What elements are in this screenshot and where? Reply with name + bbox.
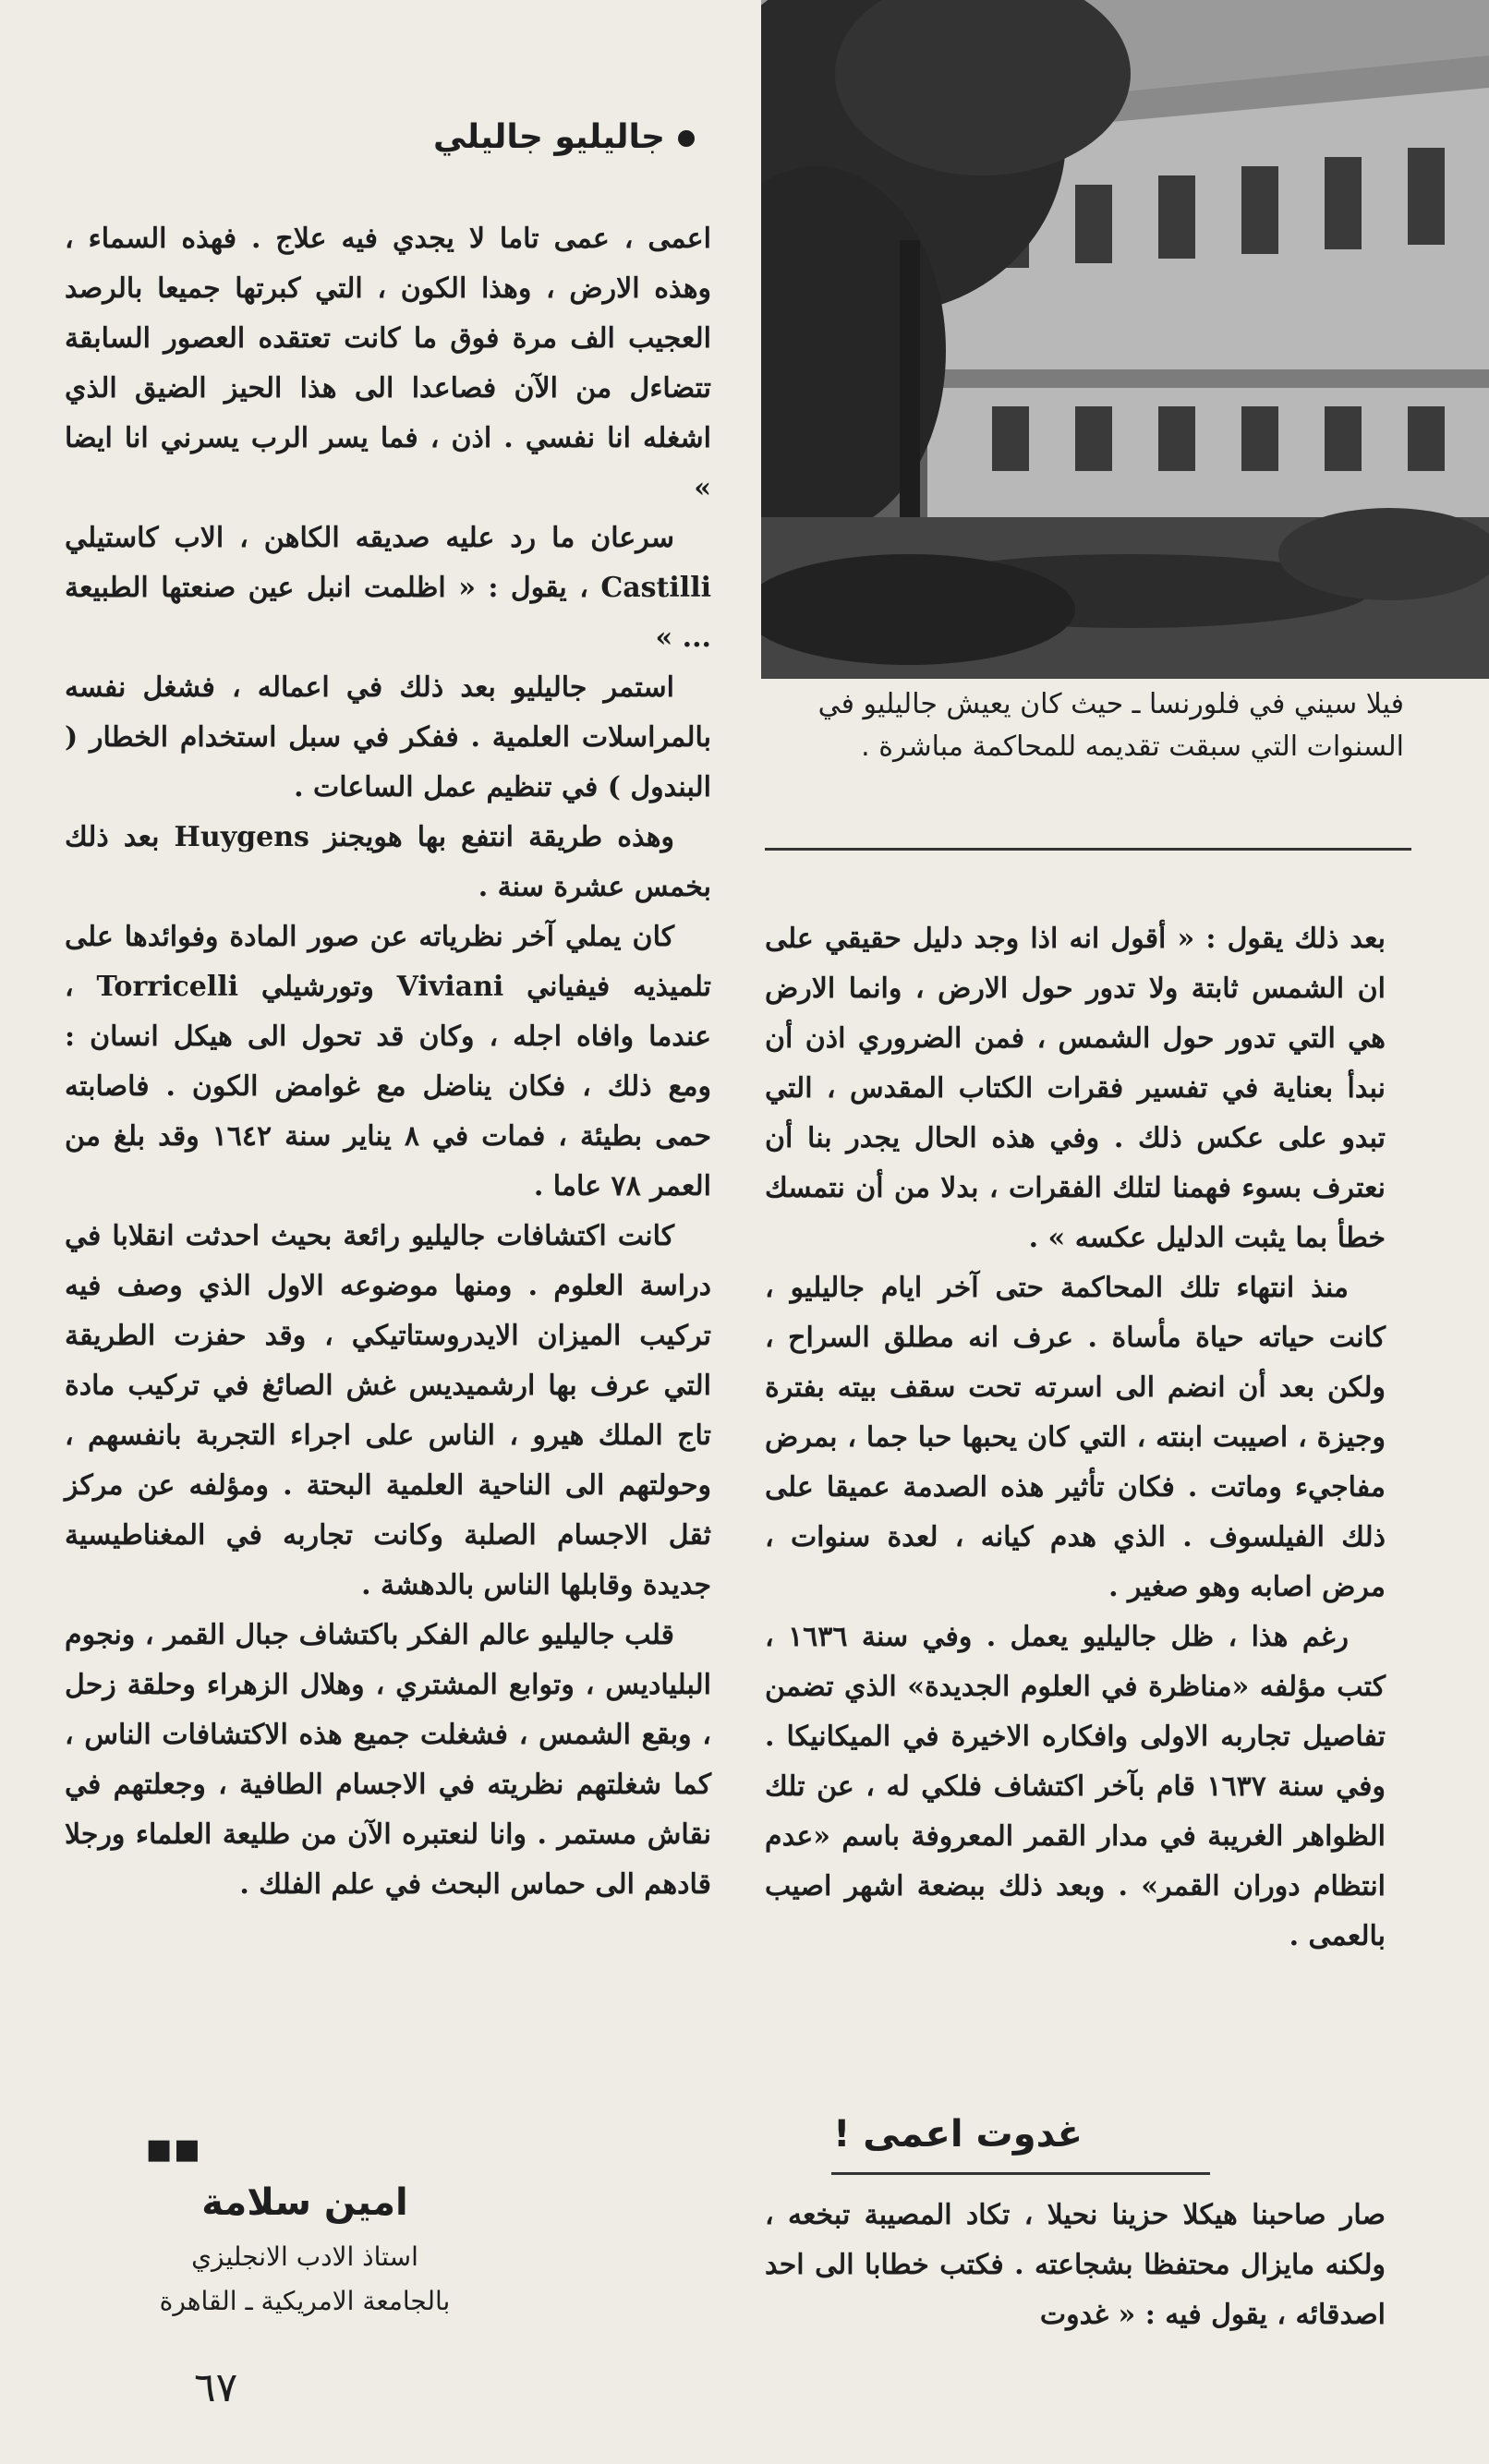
paragraph: وهذه طريقة انتفع بها هويجنز Huygens بعد ذلك بخمس عشرة سنة .	[65, 821, 711, 903]
subheading-divider	[831, 2172, 1210, 2175]
paragraph: منذ انتهاء تلك المحاكمة حتى آخر ايام جاليليو ، كانت حياته حياة مأساة . عرف انه مطلق السراح ، ولكن بعد أن انضم الى اسرته تحت سقف بيته بفترة وجيزة ، اصيبت ابنته ، التي كان يحبها حبا جما ، بمرض مفاجيء وماتت . فكان تأثير هذه الصدمة عميقا على ذلك الفيلسوف . الذي هدم كيانه ، لعدة سنوات ، مرض اصابه وهو صغير .	[765, 1272, 1386, 1603]
end-mark-icon: ■■	[146, 2133, 202, 2166]
section-subheading: غدوت اعمى !	[833, 2113, 1083, 2156]
caption-divider	[765, 848, 1411, 851]
paragraph: كانت اكتشافات جاليليو رائعة بحيث احدثت انقلابا في دراسة العلوم . ومنها موضوعه الاول الذي وصف فيه تركيب الميزان الايدروستاتيكي ، وقد حفزت الطريقة التي عرف بها ارشميديس غش الصائغ في تركيب مادة تاج الملك هيرو ، الناس على اجراء التجربة بانفسهم ، وحولتهم الى الناحية العلمية البحتة . ومؤلفه عن مركز ثقل الاجسام الصلبة وكانت تجاربه في المغناطيسية جديدة وقابلها الناس بالدهشة .	[65, 1220, 711, 1601]
villa-illustration	[761, 0, 1489, 679]
author-signature	[92, 2170, 517, 2324]
paragraph: بعد ذلك يقول : « أقول انه اذا وجد دليل حقيقي على ان الشمس ثابتة ولا تدور حول الارض ، وانما الارض هي التي تدور حول الشمس ، فمن الضروري اذن أن نبدأ بعناية في تفسير فقرات الكتاب المقدس ، التي تبدو على عكس ذلك . وفي هذه الحال يجدر بنا أن نعترف بسوء فهمنا لتلك الفقرات ، بدلا من أن نتمسك خطأ بما يثبت الدليل عكسه » .	[765, 923, 1386, 1254]
running-title-text: جاليليو جاليلي	[433, 118, 665, 156]
paragraph: كان يملي آخر نظرياته عن صور المادة وفوائدها على تلميذيه فيفياني Viviani وتورشيلي Torricelli ، عندما وافاه اجله ، وكان قد تحول الى هيكل انسان : ومع ذلك ، فكان يناضل مع غوامض الكون . فاصابته حمى بطيئة ، فمات في ٨ يناير سنة ١٦٤٢ وقد بلغ من العمر ٧٨ عاما .	[65, 921, 711, 1202]
closing-paragraph-block	[765, 2191, 1386, 2340]
paragraph: صار صاحبنا هيكلا حزينا نحيلا ، تكاد المصيبة تبخعه ، ولكنه مايزال محتفظا بشجاعته . فكتب خطابا الى احد اصدقائه ، يقول فيه : « غدوت	[765, 2199, 1386, 2331]
villa-photo	[761, 0, 1489, 679]
author-affiliation: بالجامعة الامريكية ـ القاهرة	[159, 2286, 451, 2316]
paragraph: استمر جاليليو بعد ذلك في اعماله ، فشغل نفسه بالمراسلات العلمية . ففكر في سبل استخدام الخطار ( البندول ) في تنظيم عمل الساعات .	[65, 671, 711, 803]
right-column	[765, 914, 1386, 1962]
bullet-icon	[678, 130, 695, 147]
paragraph: اعمى ، عمى تاما لا يجدي فيه علاج . فهذه السماء ، وهذه الارض ، وهذا الكون ، التي كبرتها جميعا بالرصد العجيب الف مرة فوق ما كانت تعتقده العصور السابقة تتضاءل من الآن فصاعدا الى هذا الحيز الضيق الذي اشغله انا نفسي . اذن ، فما يسر الرب يسرني انا ايضا »	[65, 223, 711, 504]
paragraph: سرعان ما رد عليه صديقه الكاهن ، الاب كاستيلي Castilli ، يقول : « اظلمت انبل عين صنعتها الطبيعة ... »	[65, 522, 711, 654]
left-column	[65, 214, 711, 1910]
paragraph: رغم هذا ، ظل جاليليو يعمل . وفي سنة ١٦٣٦ ، كتب مؤلفه «مناظرة في العلوم الجديدة» الذي تضمن تفاصيل تجاربه الاولى وافكاره الاخيرة في الميكانيكا . وفي سنة ١٦٣٧ قام بآخر اكتشاف فلكي له ، عن تلك الظواهر الغريبة في مدار القمر المعروفة باسم «عدم انتظام دوران القمر» . وبعد ذلك ببضعة اشهر اصيب بالعمى .	[765, 1621, 1386, 1952]
author-title: استاذ الادب الانجليزي	[191, 2241, 418, 2272]
paragraph: قلب جاليليو عالم الفكر باكتشاف جبال القمر ، ونجوم البلياديس ، وتوابع المشتري ، وهلال الزهراء وحلقة زحل ، وبقع الشمس ، فشغلت جميع هذه الاكتشافات الناس ، كما شغلتهم نظريته في الاجسام الطافية ، وجعلتهم في نقاش مستمر . وانا لنعتبره الآن من طليعة العلماء ورجلا قادهم الى حماس البحث في علم الفلك .	[65, 1619, 711, 1901]
author-name: امين سلامة	[201, 2181, 408, 2224]
running-title	[433, 118, 695, 156]
page-number: ٦٧	[194, 2364, 238, 2411]
photo-caption: فيلا سيني في فلورنسا ـ حيث كان يعيش جاليليو في السنوات التي سبقت تقديمه للمحاكمة مباشرة .	[817, 688, 1404, 763]
